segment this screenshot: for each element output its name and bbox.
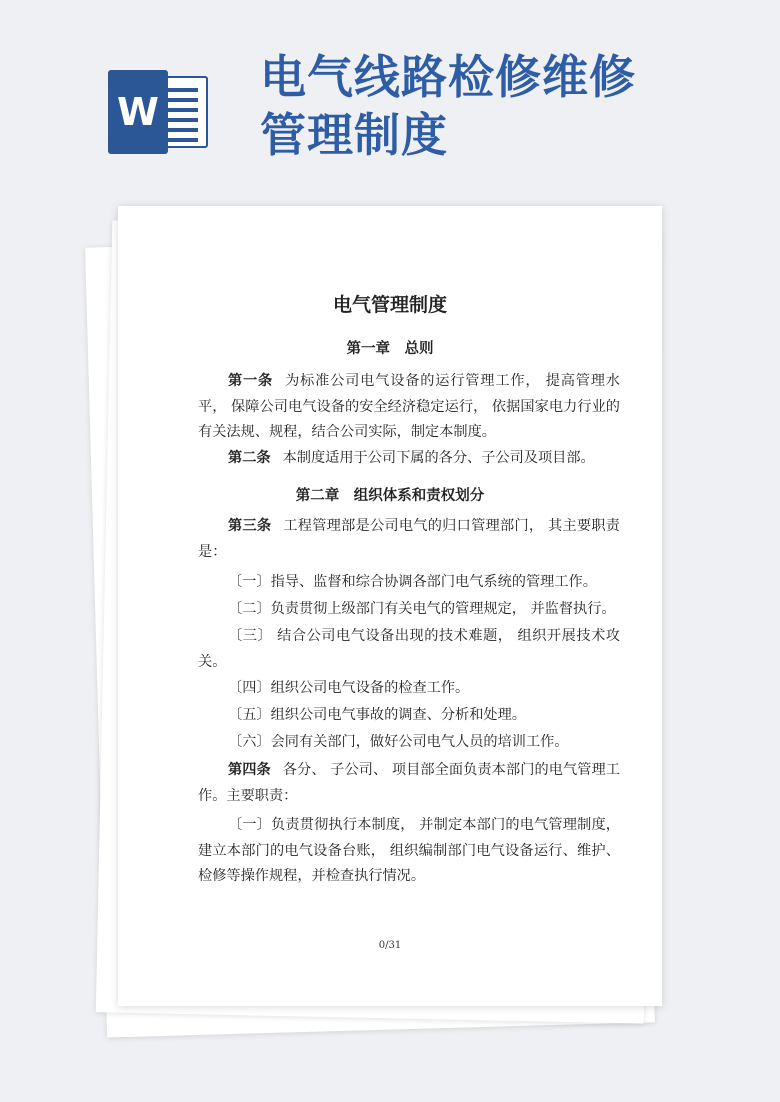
article-2-label: 第二条: [228, 450, 271, 466]
article-2-text: 本制度适用于公司下属的各分、子公司及项目部。: [282, 450, 595, 466]
document-page: [118, 206, 662, 1006]
article-1-text: 为标准公司电气设备的运行管理工作， 提高管理水平， 保障公司电气设备的安全经济稳定运行， 依据国家电力行业的有关法规、规程，结合公司实际，制定本制度。: [198, 373, 620, 440]
article-2: [198, 446, 620, 472]
article-4-text: 各分、 子公司、 项目部全面负责本部门的电气管理工作。主要职责：: [198, 762, 620, 804]
article-3: [198, 514, 620, 565]
article-1: [198, 369, 620, 446]
page-number: 0/31: [378, 940, 402, 951]
article-3-item-2: 〔二〕负责贯彻上级部门有关电气的管理规定， 并监督执行。: [228, 601, 616, 617]
article-3-item-1: 〔一〕指导、监督和综合协调各部门电气系统的管理工作。: [228, 574, 597, 590]
logo-letter: W: [117, 90, 159, 134]
article-4-item-1: 〔一〕负责贯彻执行本制度， 并制定本部门的电气管理制度，建立本部门的电气设备台账， 组织编制部门电气设备运行、维护、检修等操作规程，并检查执行情况。: [198, 817, 620, 884]
chapter-2-heading: 第二章 组织体系和责权划分: [295, 488, 485, 504]
title-line-2: 管理制度: [260, 108, 448, 162]
article-3-item-6: 〔六〕会同有关部门，做好公司电气人员的培训工作。: [228, 734, 569, 750]
article-4: [198, 758, 620, 809]
title-line-1: 电气线路检修维修: [260, 50, 636, 104]
article-3-item-3: 〔三〕 结合公司电气设备出现的技术难题， 组织开展技术攻关。: [198, 628, 620, 670]
page-title: [260, 48, 730, 164]
word-logo-icon: [108, 66, 210, 158]
article-1-label: 第一条: [228, 373, 274, 389]
article-3-item-4: 〔四〕组织公司电气设备的检查工作。: [228, 680, 470, 696]
article-3-label: 第三条: [228, 518, 272, 534]
article-4-label: 第四条: [228, 762, 271, 778]
article-3-text: 工程管理部是公司电气的归口管理部门， 其主要职责是：: [198, 518, 620, 560]
document-title: 电气管理制度: [332, 294, 447, 316]
chapter-1-heading: 第一章 总则: [346, 341, 434, 357]
article-3-item-5: 〔五〕组织公司电气事故的调查、分析和处理。: [228, 707, 526, 723]
word-badge: [108, 70, 168, 154]
